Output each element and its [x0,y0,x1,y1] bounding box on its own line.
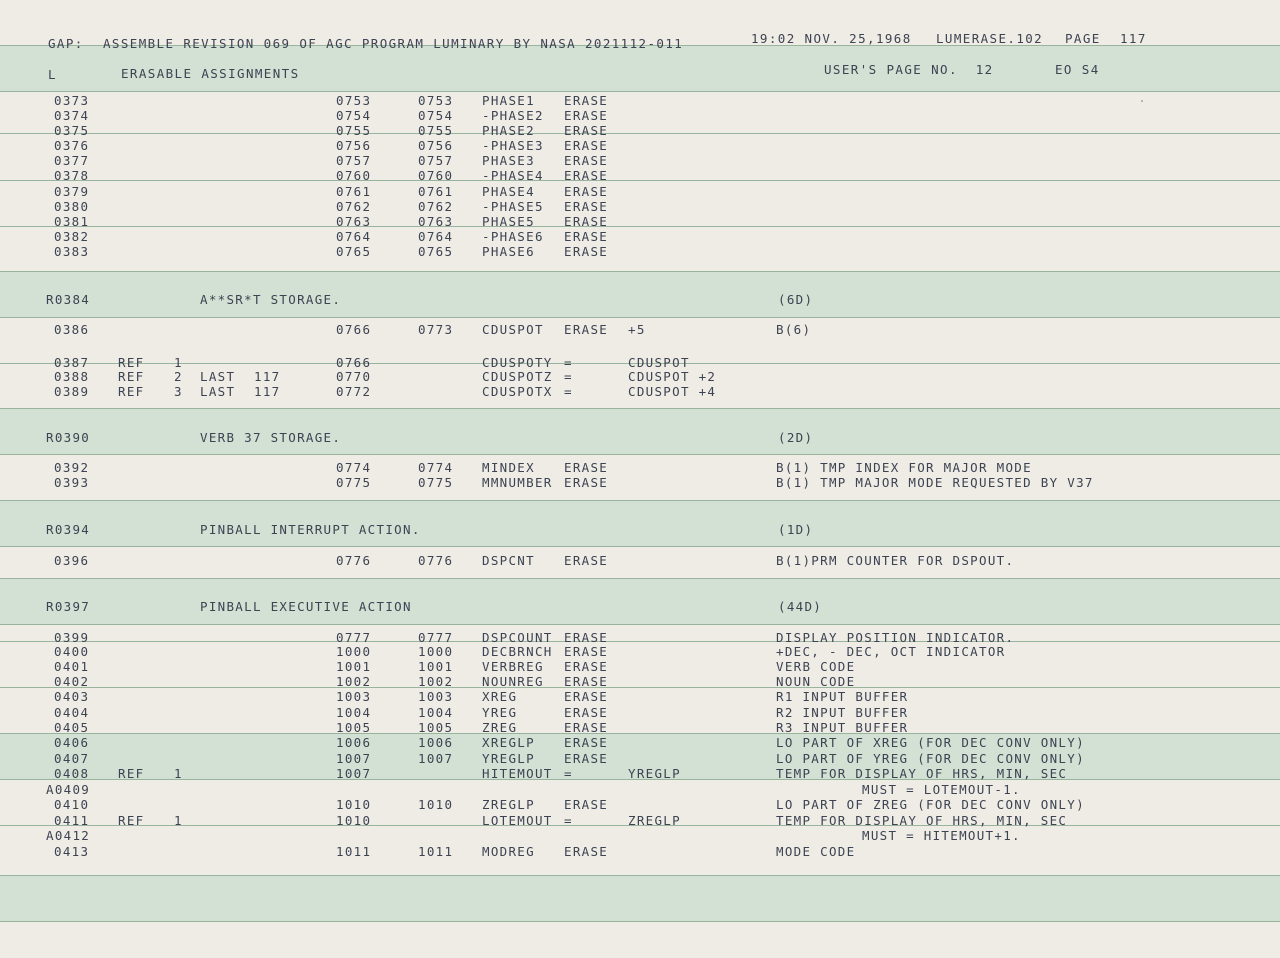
listing-addr: 1000 [418,644,454,659]
listing-loc: 0761 [336,184,372,199]
listing-op: ERASE [564,751,609,766]
listing-sym: MINDEX [482,460,535,475]
listing-line: 0400 [54,644,90,659]
listing-addr: 0765 [418,244,454,259]
listing-ref: REF [118,766,145,781]
header-gap: GAP: [48,36,84,51]
listing-line: 0379 [54,184,90,199]
listing-op: ERASE [564,214,609,229]
listing-addr: 1004 [418,705,454,720]
listing-line: R0384 [46,292,91,307]
listing-comment: R1 INPUT BUFFER [776,689,909,704]
listing-addr: 1006 [418,735,454,750]
listing-refn: 1 [174,813,183,828]
listing-loc: 1005 [336,720,372,735]
paper-rule [0,317,1280,318]
listing-loc: 0753 [336,93,372,108]
listing-loc: 0765 [336,244,372,259]
header-page-label: PAGE [1065,31,1101,46]
paper-band [0,875,1280,921]
listing-comment: B(1) TMP MAJOR MODE REQUESTED BY V37 [776,475,1094,490]
listing-op: ERASE [564,168,609,183]
listing-sym: NOUNREG [482,674,544,689]
listing-loc: 1004 [336,705,372,720]
listing-sym: ZREG [482,720,518,735]
listing-comment: NOUN CODE [776,674,856,689]
paper-band [0,578,1280,624]
listing-loc: 0764 [336,229,372,244]
listing-op: ERASE [564,720,609,735]
listing-line: 0402 [54,674,90,689]
listing-line: 0377 [54,153,90,168]
listing-sym: YREGLP [482,751,535,766]
listing-addr: 0774 [418,460,454,475]
listing-addr: 1001 [418,659,454,674]
listing-addr: 0775 [418,475,454,490]
listing-loc: 0775 [336,475,372,490]
listing-comment: VERB CODE [776,659,856,674]
listing-op: ERASE [564,138,609,153]
listing-loc: 1011 [336,844,372,859]
listing-comment: (1D) [778,522,814,537]
listing-operand: ZREGLP [628,813,681,828]
listing-operand: CDUSPOT [628,355,690,370]
listing-comment: LO PART OF YREG (FOR DEC CONV ONLY) [776,751,1085,766]
listing-op: ERASE [564,229,609,244]
listing-addr: 0755 [418,123,454,138]
listing-loc: 0756 [336,138,372,153]
header-time: 19:02 NOV. 25,1968 [751,31,912,46]
listing-addr: 0761 [418,184,454,199]
listing-title: A**SR*T STORAGE. [200,292,342,307]
paper-rule [0,733,1280,734]
listing-refn: 3 [174,384,183,399]
listing-op: = [564,813,573,828]
listing-addr: 1005 [418,720,454,735]
listing-op: ERASE [564,475,609,490]
listing-op: ERASE [564,553,609,568]
listing-sym: ZREGLP [482,797,535,812]
listing-addr: 0773 [418,322,454,337]
listing-loc: 0770 [336,369,372,384]
listing-sym: DSPCNT [482,553,535,568]
paper-band [0,271,1280,317]
listing-line: 0375 [54,123,90,138]
listing-line: 0378 [54,168,90,183]
listing-last: LAST [200,384,236,399]
listing-line: 0380 [54,199,90,214]
listing-op: = [564,384,573,399]
listing-line: 0374 [54,108,90,123]
paper-rule [0,408,1280,409]
listing-addr: 0760 [418,168,454,183]
listing-comment2: MUST = LOTEMOUT-1. [862,782,1021,797]
paper-rule [0,578,1280,579]
listing-line: 0376 [54,138,90,153]
listing-addr: 0763 [418,214,454,229]
listing-sym: PHASE6 [482,244,535,259]
listing-addr: 0777 [418,630,454,645]
listing-op: ERASE [564,630,609,645]
listing-sym: DECBRNCH [482,644,553,659]
header-users-page: USER'S PAGE NO. 12 [824,62,994,77]
listing-title: PINBALL EXECUTIVE ACTION [200,599,412,614]
listing-line: 0387 [54,355,90,370]
listing-title: VERB 37 STORAGE. [200,430,342,445]
header-page-number: 117 [1120,31,1147,46]
listing-operand: CDUSPOT +4 [628,384,717,399]
listing-line: 0393 [54,475,90,490]
listing-sym: MODREG [482,844,535,859]
listing-comment: DISPLAY POSITION INDICATOR. [776,630,1015,645]
listing-ref: REF [118,355,145,370]
listing-addr: 1002 [418,674,454,689]
listing-comment: TEMP FOR DISPLAY OF HRS, MIN, SEC [776,766,1068,781]
listing-line: 0386 [54,322,90,337]
listing-loc: 1006 [336,735,372,750]
paper-band [0,500,1280,546]
listing-comment: B(1)PRM COUNTER FOR DSPOUT. [776,553,1015,568]
listing-line: A0409 [46,782,91,797]
listing-op: = [564,369,573,384]
listing-line: R0397 [46,599,91,614]
listing-loc: 0757 [336,153,372,168]
listing-sym: PHASE4 [482,184,535,199]
listing-loc: 1007 [336,751,372,766]
listing-line: 0383 [54,244,90,259]
paper-rule [0,546,1280,547]
listing-op: ERASE [564,844,609,859]
paper-rule [0,500,1280,501]
listing-comment: R2 INPUT BUFFER [776,705,909,720]
listing-operand: YREGLP [628,766,681,781]
header-l: L [48,67,57,82]
listing-comment: (6D) [778,292,814,307]
listing-loc: 1001 [336,659,372,674]
listing-loc: 1003 [336,689,372,704]
paper-rule [0,91,1280,92]
listing-line: R0394 [46,522,91,537]
listing-addr: 1010 [418,797,454,812]
listing-loc: 0763 [336,214,372,229]
listing-op: ERASE [564,797,609,812]
listing-loc: 1007 [336,766,372,781]
header-eo: EO S4 [1055,62,1100,77]
listing-sym: PHASE2 [482,123,535,138]
listing-sym: CDUSPOTZ [482,369,553,384]
listing-comment2: MUST = HITEMOUT+1. [862,828,1021,843]
listing-comment: TEMP FOR DISPLAY OF HRS, MIN, SEC [776,813,1068,828]
listing-addr: 0776 [418,553,454,568]
listing-sym: PHASE5 [482,214,535,229]
paper-rule [0,226,1280,227]
listing-addr: 0762 [418,199,454,214]
listing-line: 0399 [54,630,90,645]
listing-line: 0407 [54,751,90,766]
header-file: LUMERASE.102 [936,31,1044,46]
paper-rule [0,180,1280,181]
listing-addr: 0753 [418,93,454,108]
listing-addr: 1007 [418,751,454,766]
listing-line: A0412 [46,828,91,843]
listing-line: 0413 [54,844,90,859]
listing-comment: LO PART OF ZREG (FOR DEC CONV ONLY) [776,797,1085,812]
listing-op: ERASE [564,689,609,704]
listing-op: = [564,766,573,781]
listing-loc: 1010 [336,813,372,828]
listing-comment: +DEC, - DEC, OCT INDICATOR [776,644,1006,659]
listing-addr: 0754 [418,108,454,123]
listing-comment: LO PART OF XREG (FOR DEC CONV ONLY) [776,735,1085,750]
listing-sym: PHASE1 [482,93,535,108]
paper-speck [1141,100,1143,102]
paper-band [0,408,1280,454]
listing-line: 0392 [54,460,90,475]
listing-line: 0373 [54,93,90,108]
listing-loc: 0754 [336,108,372,123]
listing-addr: 1003 [418,689,454,704]
listing-loc: 0772 [336,384,372,399]
listing-op: ERASE [564,108,609,123]
listing-refn: 2 [174,369,183,384]
listing-sym: MMNUMBER [482,475,553,490]
listing-op: ERASE [564,460,609,475]
listing-comment: B(1) TMP INDEX FOR MAJOR MODE [776,460,1032,475]
listing-op: ERASE [564,123,609,138]
listing-ref: REF [118,369,145,384]
listing-sym: DSPCOUNT [482,630,553,645]
listing-line: 0396 [54,553,90,568]
listing-sym: XREGLP [482,735,535,750]
paper-rule [0,641,1280,642]
listing-loc: 0760 [336,168,372,183]
listing-addr: 1011 [418,844,454,859]
listing-sym: -PHASE3 [482,138,544,153]
paper-rule [0,921,1280,922]
paper-rule [0,687,1280,688]
listing-comment: MODE CODE [776,844,856,859]
listing-op: ERASE [564,184,609,199]
listing-line: 0406 [54,735,90,750]
listing-addr: 0764 [418,229,454,244]
listing-ref: REF [118,384,145,399]
listing-loc: 0766 [336,355,372,370]
listing-op: ERASE [564,153,609,168]
listing-line: 0408 [54,766,90,781]
listing-sym: CDUSPOT [482,322,544,337]
listing-loc: 0762 [336,199,372,214]
listing-sym: PHASE3 [482,153,535,168]
listing-addr: 0756 [418,138,454,153]
listing-comment: B(6) [776,322,812,337]
paper-rule [0,133,1280,134]
listing-addr: 0757 [418,153,454,168]
listing-op: ERASE [564,244,609,259]
listing-lastn: 117 [254,384,281,399]
listing-sym: CDUSPOTX [482,384,553,399]
listing-op: ERASE [564,674,609,689]
listing-comment: (44D) [778,599,823,614]
listing-op: ERASE [564,199,609,214]
listing-sym: CDUSPOTY [482,355,553,370]
listing-loc: 0755 [336,123,372,138]
listing-op: ERASE [564,644,609,659]
listing-refn: 1 [174,355,183,370]
listing-loc: 0776 [336,553,372,568]
paper-rule [0,454,1280,455]
listing-loc: 1002 [336,674,372,689]
listing-loc: 0774 [336,460,372,475]
listing-operand: CDUSPOT +2 [628,369,717,384]
header-section: ERASABLE ASSIGNMENTS [121,66,300,81]
listing-sym: YREG [482,705,518,720]
listing-op: ERASE [564,93,609,108]
listing-refn: 1 [174,766,183,781]
listing-op: ERASE [564,322,609,337]
listing-op: ERASE [564,735,609,750]
listing-loc: 1010 [336,797,372,812]
listing-title: PINBALL INTERRUPT ACTION. [200,522,421,537]
listing-sym: VERBREG [482,659,544,674]
listing-line: 0388 [54,369,90,384]
listing-sym: XREG [482,689,518,704]
listing-comment: (2D) [778,430,814,445]
listing-loc: 0766 [336,322,372,337]
listing-sym: -PHASE2 [482,108,544,123]
listing-line: R0390 [46,430,91,445]
paper-rule [0,624,1280,625]
listing-sym: -PHASE5 [482,199,544,214]
listing-line: 0382 [54,229,90,244]
listing-loc: 0777 [336,630,372,645]
listing-line: 0410 [54,797,90,812]
listing-line: 0404 [54,705,90,720]
listing-last: LAST [200,369,236,384]
listing-loc: 1000 [336,644,372,659]
listing-line: 0381 [54,214,90,229]
paper-rule [0,875,1280,876]
listing-ref: REF [118,813,145,828]
listing-line: 0405 [54,720,90,735]
paper-rule [0,271,1280,272]
listing-sym: -PHASE4 [482,168,544,183]
listing-line: 0401 [54,659,90,674]
listing-lastn: 117 [254,369,281,384]
listing-op: = [564,355,573,370]
listing-line: 0389 [54,384,90,399]
header-title: ASSEMBLE REVISION 069 OF AGC PROGRAM LUMINARY BY NASA 2021112-011 [103,36,684,51]
listing-sym: LOTEMOUT [482,813,553,828]
listing-op: ERASE [564,705,609,720]
listing-line: 0411 [54,813,90,828]
listing-line: 0403 [54,689,90,704]
listing-sym: -PHASE6 [482,229,544,244]
listing-sym: HITEMOUT [482,766,553,781]
listing-comment: R3 INPUT BUFFER [776,720,909,735]
listing-op: ERASE [564,659,609,674]
listing-operand: +5 [628,322,646,337]
